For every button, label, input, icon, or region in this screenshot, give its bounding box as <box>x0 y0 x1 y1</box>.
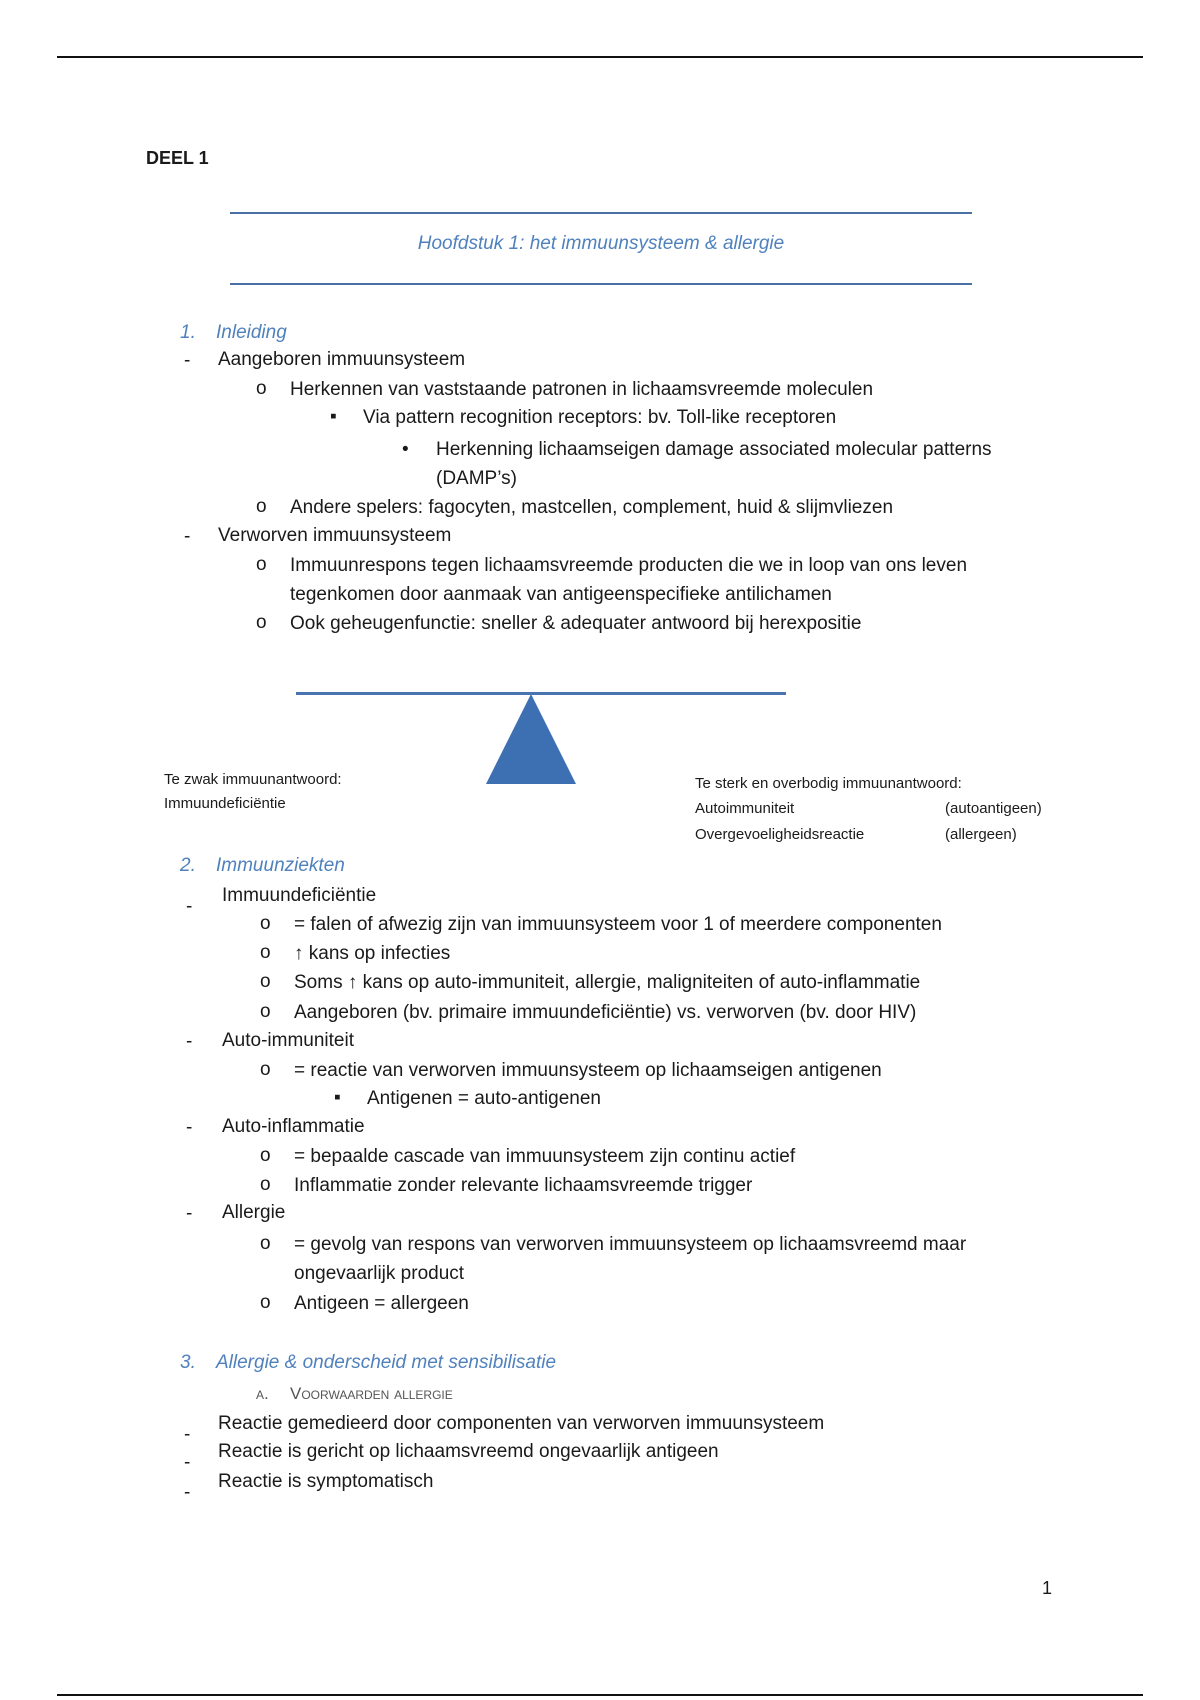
list-item: Herkennen van vaststaande patronen in lichaamsvreemde moleculen <box>290 379 874 400</box>
list-item: Reactie is symptomatisch <box>218 1471 434 1492</box>
section-3-heading <box>180 1352 556 1374</box>
title-rule-top <box>230 212 972 214</box>
circle-bullet: o <box>256 554 267 575</box>
square-bullet: ▪ <box>334 1087 341 1108</box>
circle-bullet: o <box>260 1001 271 1022</box>
section-number: 3. <box>180 1352 196 1373</box>
section-title: Immuunziekten <box>216 855 345 876</box>
chapter-title: Hoofdstuk 1: het immuunsysteem & allergie <box>417 233 785 254</box>
list-item: Andere spelers: fagocyten, mastcellen, complement, huid & slijmvliezen <box>290 497 894 518</box>
section-title: Inleiding <box>216 322 287 343</box>
square-bullet: ▪ <box>330 406 337 427</box>
list-item: Antigeen = allergeen <box>294 1293 469 1314</box>
dash-bullet: - <box>184 1452 191 1473</box>
list-item: Soms ↑ kans op auto-immuniteit, allergie, maligniteiten of auto-inflammatie <box>294 972 921 993</box>
section-number: 1. <box>180 322 196 343</box>
bottom-rule <box>57 1694 1143 1696</box>
dash-bullet: - <box>186 896 193 917</box>
list-item: Herkenning lichaamseigen damage associated molecular patterns <box>436 439 992 460</box>
circle-bullet: o <box>256 378 267 399</box>
list-item: ↑ kans op infecties <box>294 943 451 964</box>
dot-bullet: • <box>402 439 409 460</box>
list-item: Reactie gemedieerd door componenten van verworven immuunsysteem <box>218 1413 825 1434</box>
dash-bullet: - <box>186 1031 193 1052</box>
balance-right-item: Autoimmuniteit <box>695 800 795 817</box>
circle-bullet: o <box>260 942 271 963</box>
balance-right-item: Overgevoeligheidsreactie <box>695 826 865 843</box>
list-item: Inflammatie zonder relevante lichaamsvreemde trigger <box>294 1175 753 1196</box>
balance-right-note: (autoantigeen) <box>945 800 1042 817</box>
circle-bullet: o <box>260 971 271 992</box>
dash-bullet: - <box>184 1482 191 1503</box>
dash-bullet: - <box>186 1203 193 1224</box>
dash-bullet: - <box>184 526 191 547</box>
dash-bullet: - <box>184 1424 191 1445</box>
balance-left-value: Immuundeficiëntie <box>164 795 286 812</box>
list-item-continued: ongevaarlijk product <box>294 1263 465 1284</box>
list-item-continued: tegenkomen door aanmaak van antigeenspecifieke antilichamen <box>290 584 832 605</box>
page-number: 1 <box>1042 1578 1053 1598</box>
list-item: = falen of afwezig zijn van immuunsysteem voor 1 of meerdere componenten <box>294 914 942 935</box>
circle-bullet: o <box>260 1233 271 1254</box>
section-number: 2. <box>180 855 196 876</box>
circle-bullet: o <box>260 1292 271 1313</box>
circle-bullet: o <box>260 913 271 934</box>
top-rule <box>57 56 1143 58</box>
circle-bullet: o <box>260 1059 271 1080</box>
list-item: Aangeboren (bv. primaire immuundeficiëntie) vs. verworven (bv. door HIV) <box>294 1002 917 1023</box>
title-rule-bottom <box>230 283 972 285</box>
list-item: = gevolg van respons van verworven immuunsysteem op lichaamsvreemd maar <box>294 1234 967 1255</box>
section-1-heading <box>180 322 287 344</box>
list-item: = reactie van verworven immuunsysteem op lichaamseigen antigenen <box>294 1060 882 1081</box>
subsection-letter: a. <box>256 1384 269 1403</box>
circle-bullet: o <box>256 496 267 517</box>
balance-fulcrum <box>486 694 576 784</box>
subsection-heading <box>256 1383 453 1405</box>
list-item-continued: (DAMP’s) <box>436 468 517 489</box>
list-item: Verworven immuunsysteem <box>218 525 452 546</box>
dash-bullet: - <box>186 1117 193 1138</box>
dash-bullet: - <box>184 350 191 371</box>
section-2-heading <box>180 855 345 877</box>
list-item: Immuunrespons tegen lichaamsvreemde producten die we in loop van ons leven <box>290 555 968 576</box>
circle-bullet: o <box>256 612 267 633</box>
list-item: Antigenen = auto-antigenen <box>367 1088 602 1109</box>
list-item: Auto-inflammatie <box>222 1116 365 1137</box>
circle-bullet: o <box>260 1174 271 1195</box>
subsection-title: Voorwaarden allergie <box>290 1384 453 1403</box>
list-item: Ook geheugenfunctie: sneller & adequater antwoord bij herexpositie <box>290 613 862 634</box>
balance-right-note: (allergeen) <box>945 826 1017 843</box>
list-item: Auto-immuniteit <box>222 1030 354 1051</box>
list-item: Allergie <box>222 1202 286 1223</box>
balance-right-label: Te sterk en overbodig immuunantwoord: <box>695 775 962 792</box>
list-item: = bepaalde cascade van immuunsysteem zijn continu actief <box>294 1146 796 1167</box>
part-label: DEEL 1 <box>146 148 209 168</box>
list-item: Immuundeficiëntie <box>222 885 377 906</box>
section-title: Allergie & onderscheid met sensibilisatie <box>216 1352 557 1373</box>
list-item: Via pattern recognition receptors: bv. Toll-like receptoren <box>363 407 837 428</box>
list-item: Aangeboren immuunsysteem <box>218 349 466 370</box>
list-item: Reactie is gericht op lichaamsvreemd ongevaarlijk antigeen <box>218 1441 719 1462</box>
balance-left-label: Te zwak immuunantwoord: <box>164 771 342 788</box>
circle-bullet: o <box>260 1145 271 1166</box>
